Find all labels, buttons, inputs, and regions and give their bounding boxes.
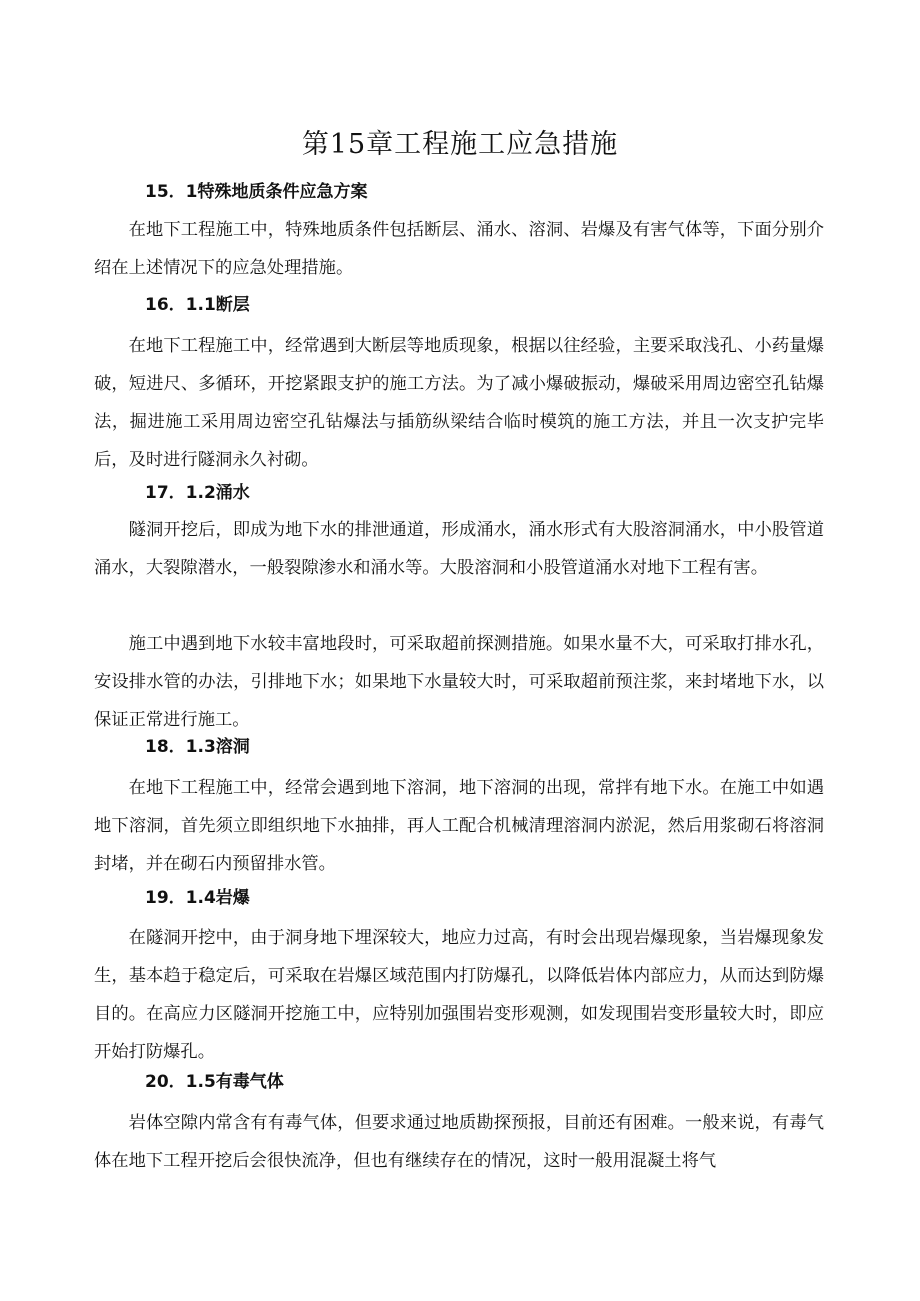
paragraph-water-inflow-1: 隧洞开挖后，即成为地下水的排泄通道，形成涌水，涌水形式有大股溶洞涌水，中小股管道涌水，大裂隙潜水，一般裂隙渗水和涌水等。大股溶洞和小股管道涌水对地下工程有害。 xyxy=(94,520,824,578)
section-heading-rockburst: 19．1.4岩爆 xyxy=(145,888,250,908)
paragraph-special-geology-intro: 在地下工程施工中，特殊地质条件包括断层、涌水、溶洞、岩爆及有害气体等，下面分别介绍在上述情况下的应急处理措施。 xyxy=(94,220,824,278)
section-heading-karst-cave: 18．1.3溶洞 xyxy=(145,737,250,757)
paragraph-fault: 在地下工程施工中，经常遇到大断层等地质现象，根据以往经验，主要采取浅孔、小药量爆破，短进尺、多循环，开挖紧跟支护的施工方法。为了减小爆破振动，爆破采用周边密空孔钻爆法，掘进施工采用周边密空孔钻爆法与插筋纵梁结合临时模筑的施工方法，并且一次支护完毕后，及时进行隧洞永久衬砌。 xyxy=(94,336,824,470)
section-heading-fault: 16．1.1断层 xyxy=(145,295,250,315)
paragraph-toxic-gas: 岩体空隙内常含有有毒气体，但要求通过地质勘探预报，目前还有困难。一般来说，有毒气体在地下工程开挖后会很快流净，但也有继续存在的情况，这时一般用混凝土将气 xyxy=(94,1113,824,1171)
chapter-title: 第15章工程施工应急措施 xyxy=(301,129,619,160)
section-heading-toxic-gas: 20．1.5有毒气体 xyxy=(145,1072,284,1092)
section-heading-water-inflow: 17．1.2涌水 xyxy=(145,483,250,503)
paragraph-rockburst: 在隧洞开挖中，由于洞身地下埋深较大，地应力过高，有时会出现岩爆现象，当岩爆现象发生，基本趋于稳定后，可采取在岩爆区域范围内打防爆孔，以降低岩体内部应力，从而达到防爆目的。在高应力区隧洞开挖施工中，应特别加强围岩变形观测，如发现围岩变形量较大时，即应开始打防爆孔。 xyxy=(94,928,824,1062)
section-heading-special-geology: 15．1特殊地质条件应急方案 xyxy=(145,182,368,202)
paragraph-karst-cave: 在地下工程施工中，经常会遇到地下溶洞，地下溶洞的出现，常拌有地下水。在施工中如遇地下溶洞，首先须立即组织地下水抽排，再人工配合机械清理溶洞内淤泥，然后用浆砌石将溶洞封堵，并在砌石内预留排水管。 xyxy=(94,778,824,874)
paragraph-water-inflow-2: 施工中遇到地下水较丰富地段时，可采取超前探测措施。如果水量不大，可采取打排水孔，安设排水管的办法，引排地下水；如果地下水量较大时，可采取超前预注浆，来封堵地下水，以保证正常进行施工。 xyxy=(94,634,824,730)
